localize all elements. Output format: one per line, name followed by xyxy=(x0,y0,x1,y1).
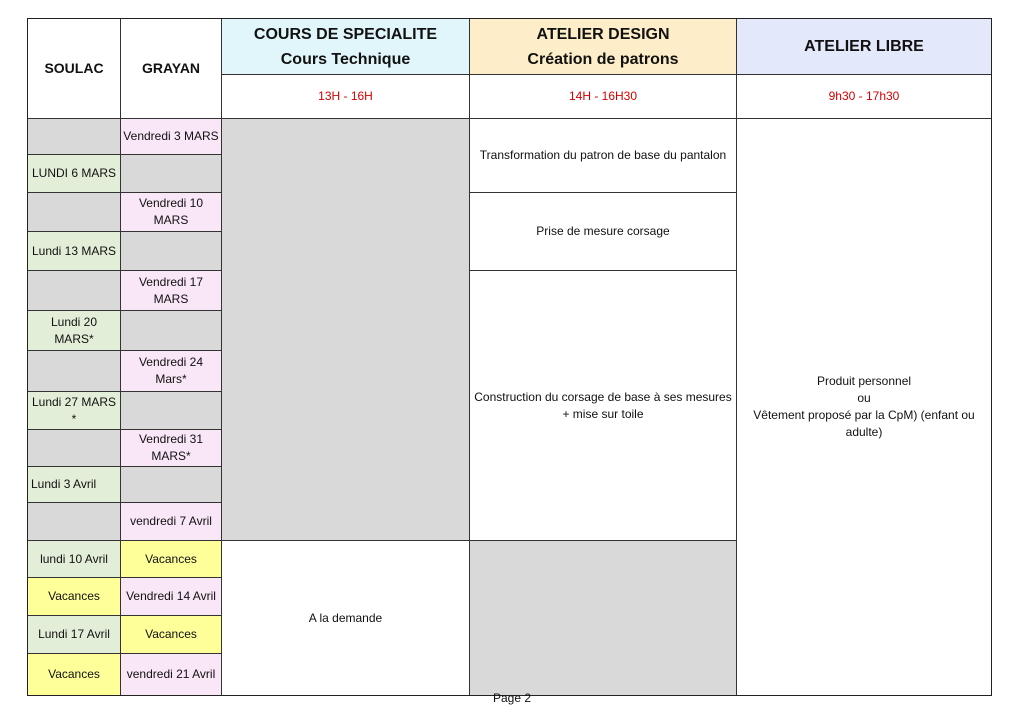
soulac-empty-3 xyxy=(27,270,121,311)
header-design-line2: Création de patrons xyxy=(527,50,679,68)
libre-line-vetement: Vêtement proposé par la CpM) (enfant ou adulte) xyxy=(753,408,975,439)
header-specialite-line1: COURS DE SPECIALITE xyxy=(253,25,438,43)
soulac-empty-5 xyxy=(27,429,121,467)
grayan-empty-3 xyxy=(120,310,222,351)
header-atelier-design xyxy=(469,18,737,75)
grayan-vendredi-17-mars: Vendredi 17 MARS xyxy=(120,270,222,311)
header-design-line1: ATELIER DESIGN xyxy=(536,25,670,43)
soulac-empty-6 xyxy=(27,502,121,541)
soulac-vacances-1: Vacances xyxy=(27,577,121,616)
grayan-empty-1 xyxy=(120,154,222,193)
libre-content xyxy=(736,118,992,696)
grayan-empty-5 xyxy=(120,466,222,503)
specialite-grey-block xyxy=(221,118,470,541)
grayan-empty-4 xyxy=(120,391,222,430)
header-grayan: GRAYAN xyxy=(120,18,222,119)
grayan-empty-2 xyxy=(120,231,222,271)
header-cours-specialite xyxy=(221,18,470,75)
time-libre: 9h30 - 17h30 xyxy=(736,74,992,119)
grayan-vendredi-14-avril: Vendredi 14 Avril xyxy=(120,577,222,616)
design-grey-block xyxy=(469,540,737,696)
soulac-lundi-27-mars: Lundi 27 MARS * xyxy=(27,391,121,430)
grayan-vendredi-7-avril: vendredi 7 Avril xyxy=(120,502,222,541)
grayan-vendredi-3-mars: Vendredi 3 MARS xyxy=(120,118,222,155)
soulac-lundi-10-avril: lundi 10 Avril xyxy=(27,540,121,578)
soulac-lundi-6-mars: LUNDI 6 MARS xyxy=(27,154,121,193)
grayan-vendredi-31-mars: Vendredi 31 MARS* xyxy=(120,429,222,467)
header-specialite-line2: Cours Technique xyxy=(280,50,411,68)
soulac-empty-1 xyxy=(27,118,121,155)
soulac-empty-4 xyxy=(27,350,121,392)
page-number: Page 2 xyxy=(492,691,532,705)
specialite-a-la-demande: A la demande xyxy=(221,540,470,696)
soulac-empty-2 xyxy=(27,192,121,232)
grayan-vendredi-10-mars: Vendredi 10 MARS xyxy=(120,192,222,232)
time-specialite: 13H - 16H xyxy=(221,74,470,119)
grayan-vendredi-21-avril: vendredi 21 Avril xyxy=(120,653,222,696)
soulac-lundi-17-avril: Lundi 17 Avril xyxy=(27,615,121,654)
time-design: 14H - 16H30 xyxy=(469,74,737,119)
libre-line-produit: Produit personnel xyxy=(816,374,912,388)
libre-line-ou: ou xyxy=(857,391,871,405)
soulac-lundi-13-mars: Lundi 13 MARS xyxy=(27,231,121,271)
design-prise-mesure-corsage: Prise de mesure corsage xyxy=(469,192,737,271)
header-soulac: SOULAC xyxy=(27,18,121,119)
soulac-vacances-2: Vacances xyxy=(27,653,121,696)
grayan-vendredi-24-mars: Vendredi 24 Mars* xyxy=(120,350,222,392)
design-transformation-pantalon: Transformation du patron de base du pantalon xyxy=(469,118,737,193)
soulac-lundi-20-mars: Lundi 20 MARS* xyxy=(27,310,121,351)
grayan-vacances-2: Vacances xyxy=(120,615,222,654)
design-construction-corsage: Construction du corsage de base à ses mesures + mise sur toile xyxy=(469,270,737,541)
soulac-lundi-3-avril: Lundi 3 Avril xyxy=(27,466,121,503)
header-atelier-libre: ATELIER LIBRE xyxy=(736,18,992,75)
grayan-vacances-1: Vacances xyxy=(120,540,222,578)
